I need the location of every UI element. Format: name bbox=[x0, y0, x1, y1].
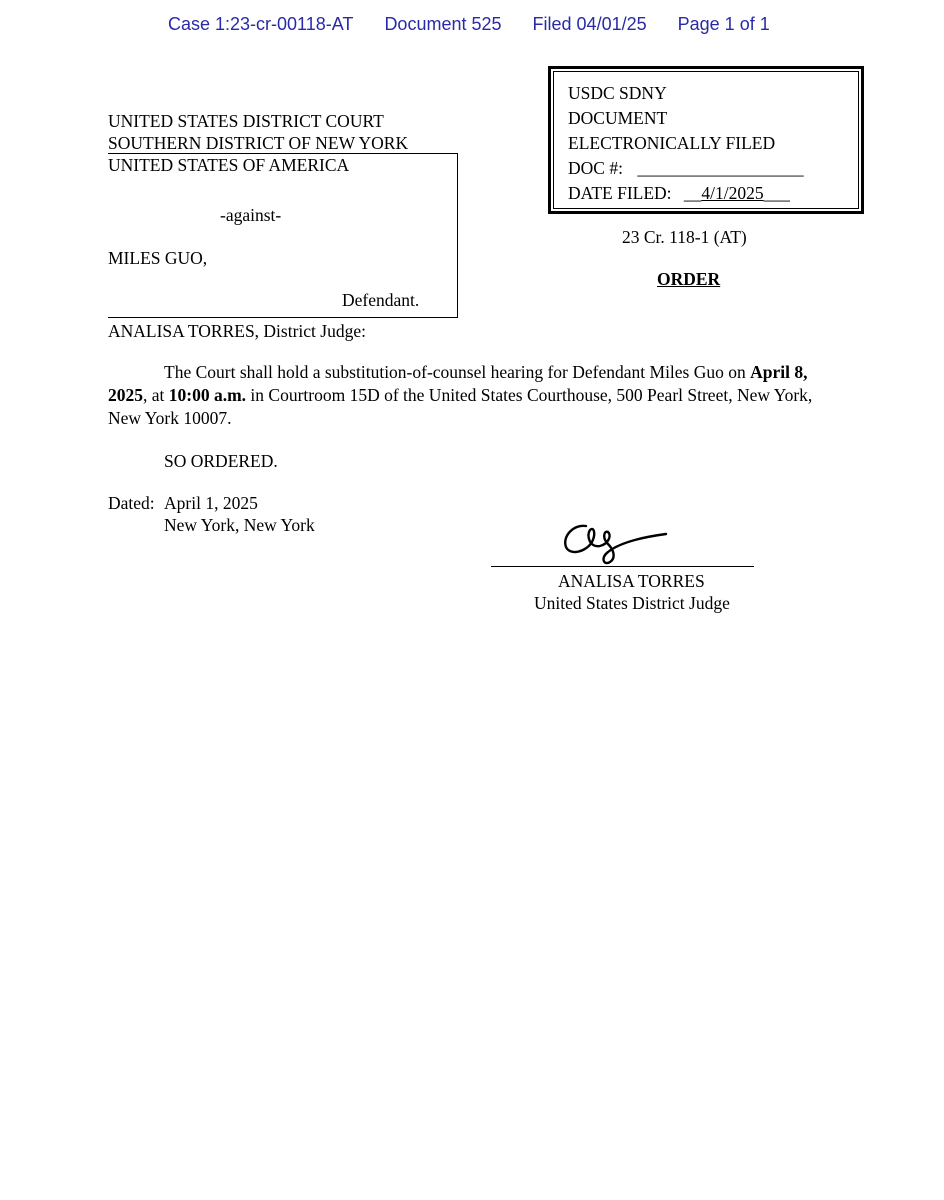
caption-plaintiff: UNITED STATES OF AMERICA bbox=[108, 155, 350, 175]
ecf-header bbox=[168, 14, 796, 35]
judge-signature bbox=[556, 514, 672, 566]
hearing-time: 10:00 a.m. bbox=[168, 385, 247, 405]
stamp-date-suffix: ___ bbox=[763, 183, 790, 203]
stamp-line-court: USDC SDNY bbox=[568, 83, 667, 103]
judge-name: ANALISA TORRES bbox=[558, 571, 705, 591]
stamp-date-prefix: __ bbox=[683, 183, 702, 203]
court-name-line2: SOUTHERN DISTRICT OF NEW YORK bbox=[108, 133, 409, 153]
body-text-1: The Court shall hold a substitution-of-counsel hearing for Defendant Miles Guo on bbox=[164, 362, 751, 382]
case-number-header: Case 1:23-cr-00118-AT bbox=[168, 14, 354, 34]
stamp-doc-row bbox=[568, 156, 858, 181]
stamp-date-value: 4/1/2025 bbox=[701, 183, 764, 203]
dated-date: April 1, 2025 bbox=[164, 493, 258, 513]
caption-against: -against- bbox=[220, 205, 282, 225]
dated-label: Dated: bbox=[108, 493, 155, 513]
filing-stamp-inner bbox=[553, 71, 859, 209]
stamp-line-document: DOCUMENT bbox=[568, 108, 668, 128]
dated-place: New York, New York bbox=[164, 515, 315, 535]
filing-stamp bbox=[548, 66, 864, 214]
filed-date-header: Filed 04/01/25 bbox=[532, 14, 647, 34]
caption-defendant-role: Defendant. bbox=[342, 290, 420, 310]
signature-line bbox=[491, 566, 754, 567]
document-number-header: Document 525 bbox=[384, 14, 502, 34]
hearing-date: April 8, 2025 bbox=[108, 362, 808, 405]
judge-heading: ANALISA TORRES, District Judge: bbox=[108, 321, 366, 341]
case-number: 23 Cr. 118-1 (AT) bbox=[622, 227, 747, 247]
court-name-line1: UNITED STATES DISTRICT COURT bbox=[108, 111, 384, 131]
order-title: ORDER bbox=[657, 269, 721, 289]
stamp-doc-blank: ___________________ bbox=[637, 158, 804, 178]
page-count-header: Page 1 of 1 bbox=[677, 14, 770, 34]
judge-title: United States District Judge bbox=[534, 593, 730, 613]
body-text-3: in Courtroom 15D of the United States Courthouse, 500 Pearl Street, New York, New York 10007. bbox=[108, 385, 813, 428]
caption-defendant: MILES GUO, bbox=[108, 248, 208, 268]
stamp-doc-label: DOC #: bbox=[568, 158, 623, 178]
body-text-2: , at bbox=[143, 385, 169, 405]
so-ordered: SO ORDERED. bbox=[164, 451, 278, 471]
stamp-date-label: DATE FILED: bbox=[568, 183, 672, 203]
order-body bbox=[108, 361, 838, 430]
stamp-date-row bbox=[568, 181, 858, 206]
stamp-line-efiled: ELECTRONICALLY FILED bbox=[568, 133, 776, 153]
